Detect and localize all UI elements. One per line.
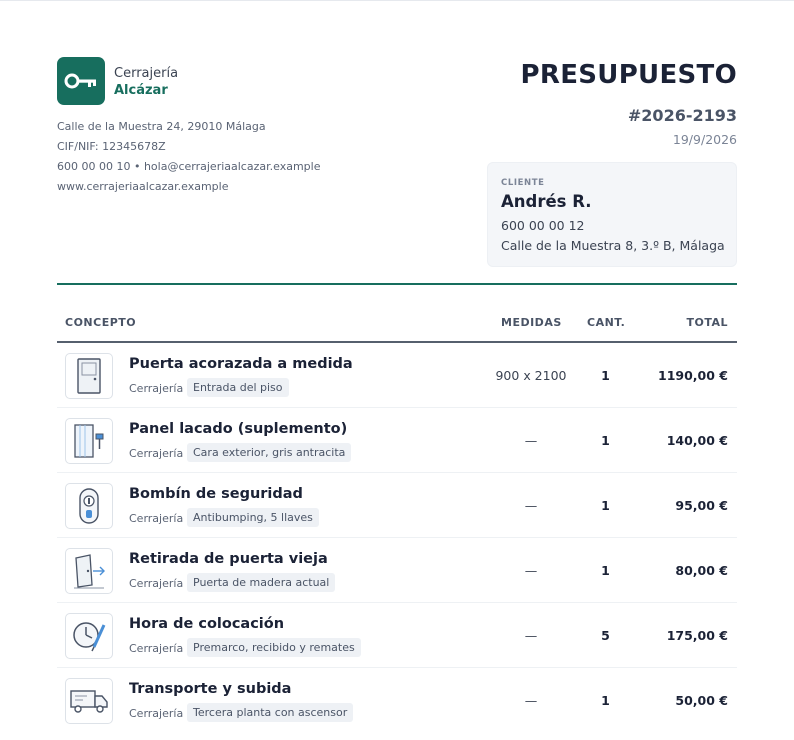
document-date: 19/9/2026 — [672, 132, 737, 147]
item-tag: Premarco, recibido y remates — [187, 638, 361, 657]
item-category: Cerrajería — [129, 642, 184, 655]
clock-tool-icon — [65, 613, 113, 659]
item-qty: 5 — [601, 628, 610, 643]
item-measures: — — [524, 628, 538, 643]
item-tag: Antibumping, 5 llaves — [187, 508, 319, 527]
company-address: Calle de la Muestra 24, 29010 Málaga — [57, 120, 266, 133]
company-contact: 600 00 00 10 • hola@cerrajeriaalcazar.example — [57, 160, 321, 173]
item-title: Retirada de puerta vieja — [129, 551, 328, 567]
key-icon — [64, 71, 98, 91]
item-measures: — — [524, 563, 538, 578]
company-website[interactable]: www.cerrajeriaalcazar.example — [57, 180, 229, 193]
document-title: PRESUPUESTO — [520, 60, 737, 90]
item-total: 175,00 € — [666, 628, 728, 643]
door-removal-icon — [65, 548, 113, 594]
item-total: 1190,00 € — [658, 368, 728, 383]
item-category: Cerrajería — [129, 512, 184, 525]
company-name: Cerrajería — [114, 66, 179, 81]
item-measures: 900 x 2100 — [495, 368, 567, 383]
client-name: Andrés R. — [501, 192, 592, 211]
header-measures: MEDIDAS — [501, 316, 562, 329]
item-measures: — — [524, 498, 538, 513]
door-icon — [65, 353, 113, 399]
client-label: CLIENTE — [501, 178, 545, 188]
lock-cylinder-icon — [65, 483, 113, 529]
client-phone: 600 00 00 12 — [501, 218, 585, 233]
item-total: 95,00 € — [675, 498, 728, 513]
header-total: TOTAL — [686, 316, 728, 329]
item-tag: Puerta de madera actual — [187, 573, 335, 592]
item-qty: 1 — [601, 433, 610, 448]
paint-panel-icon — [65, 418, 113, 464]
item-title: Panel lacado (suplemento) — [129, 421, 348, 437]
truck-icon — [65, 678, 113, 724]
item-tag: Tercera planta con ascensor — [187, 703, 353, 722]
table-row — [57, 473, 737, 538]
client-card — [487, 162, 737, 267]
item-title: Puerta acorazada a medida — [129, 356, 353, 372]
item-category: Cerrajería — [129, 447, 184, 460]
item-tag: Cara exterior, gris antracita — [187, 443, 351, 462]
item-qty: 1 — [601, 693, 610, 708]
item-total: 50,00 € — [675, 693, 728, 708]
item-qty: 1 — [601, 368, 610, 383]
table-row — [57, 668, 737, 733]
document-number: #2026-2193 — [627, 106, 737, 125]
item-title: Bombín de seguridad — [129, 486, 303, 502]
company-name-accent: Alcázar — [114, 83, 168, 98]
company-logo — [57, 57, 105, 105]
item-category: Cerrajería — [129, 382, 184, 395]
company-tax-id: CIF/NIF: 12345678Z — [57, 140, 166, 153]
table-row — [57, 538, 737, 603]
client-address: Calle de la Muestra 8, 3.º B, Málaga — [501, 238, 725, 253]
item-measures: — — [524, 693, 538, 708]
item-total: 80,00 € — [675, 563, 728, 578]
item-title: Hora de colocación — [129, 616, 285, 632]
table-row — [57, 603, 737, 668]
header-qty: CANT. — [587, 316, 626, 329]
item-qty: 1 — [601, 498, 610, 513]
item-category: Cerrajería — [129, 577, 184, 590]
top-border — [0, 0, 794, 1]
header-concept: CONCEPTO — [65, 316, 137, 329]
item-tag: Entrada del piso — [187, 378, 289, 397]
table-row — [57, 343, 737, 408]
item-qty: 1 — [601, 563, 610, 578]
table-row — [57, 408, 737, 473]
item-measures: — — [524, 433, 538, 448]
section-divider — [57, 283, 737, 285]
item-total: 140,00 € — [666, 433, 728, 448]
item-title: Transporte y subida — [129, 681, 292, 697]
item-category: Cerrajería — [129, 707, 184, 720]
